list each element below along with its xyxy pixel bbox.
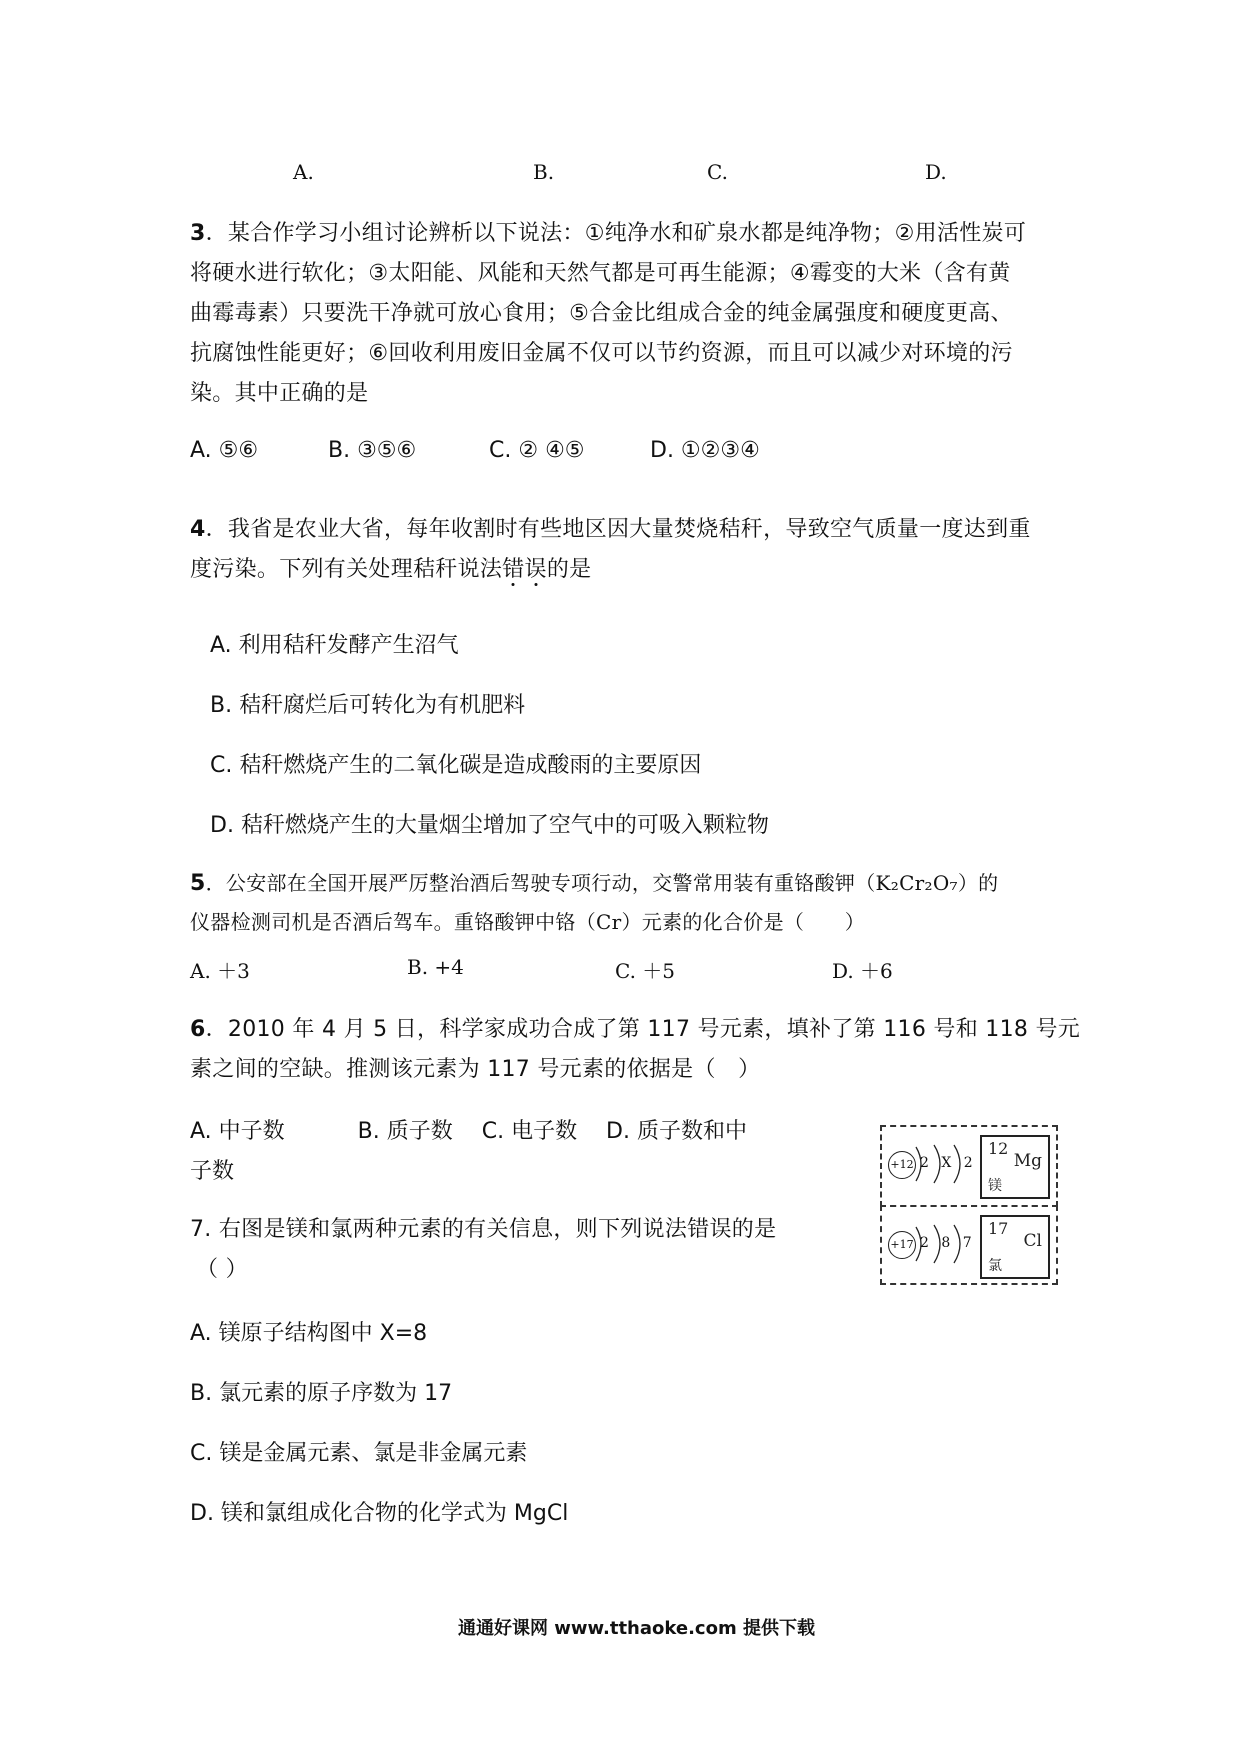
mg-name: 镁 — [988, 1178, 1002, 1194]
q4-option-a: A. 利用秸秆发酵产生沼气 — [210, 633, 459, 658]
footer-text: 通通好课网 www.tthaoke.com 提供下载 — [458, 1618, 815, 1639]
top-option-c: C. — [707, 160, 728, 184]
q3-line-1: 3．某合作学习小组讨论辨析以下说法：①纯净水和矿泉水都是纯净物；②用活性炭可 — [190, 221, 1027, 246]
q6-line-1: 6．2010 年 4 月 5 日，科学家成功合成了第 117 号元素，填补了第 116 号和 118 号元 — [190, 1017, 1081, 1042]
top-option-a: A. — [293, 160, 314, 184]
top-option-d: D. — [925, 160, 947, 184]
mg-info-box — [880, 1125, 1058, 1207]
q4-number: 4 — [190, 517, 206, 542]
q3-line-4: 抗腐蚀性能更好；⑥回收利用废旧金属不仅可以节约资源，而且可以减少对环境的污 — [190, 341, 1013, 366]
q7-line-2: （ ） — [196, 1257, 248, 1282]
q6-options: A. 中子数 B. 质子数 C. 电子数 D. 质子数和中 — [190, 1119, 747, 1144]
emphasis-char: 误 — [524, 557, 547, 582]
q3-option-c: C. ② ④⑤ — [489, 438, 585, 463]
q3-line-3: 曲霉毒素）只要洗干净就可放心食用；⑤合金比组成合金的纯金属强度和硬度更高、 — [190, 301, 1013, 326]
mg-nucleus: +12 — [888, 1151, 916, 1179]
q4-line-2: 度污染。下列有关处理秸秆说法错误的是 — [190, 557, 592, 582]
cl-shells: 2 8 7 — [920, 1235, 976, 1251]
q5-line-2: 仪器检测司机是否酒后驾车。重铬酸钾中铬（Cr）元素的化合价是（ ） — [190, 910, 866, 934]
cl-atomic-number: 17 — [988, 1219, 1009, 1238]
q4-option-c: C. 秸秆燃烧产生的二氧化碳是造成酸雨的主要原因 — [210, 753, 702, 778]
mg-element-card — [980, 1135, 1050, 1199]
q6-options-wrap: 子数 — [190, 1159, 235, 1184]
q3-option-b: B. ③⑤⑥ — [328, 438, 417, 463]
q6-number: 6 — [190, 1017, 206, 1042]
q5-option-d: D. ＋6 — [832, 959, 893, 983]
q3-line-2: 将硬水进行软化；③太阳能、风能和天然气都是可再生能源；④霉变的大米（含有黄 — [190, 261, 1011, 286]
element-info-figure — [880, 1125, 1058, 1283]
q5-line-1: 5．公安部在全国开展严厉整治酒后驾驶专项行动，交警常用装有重铬酸钾（K₂Cr₂O₇）的 — [190, 871, 999, 896]
mg-symbol: Mg — [1013, 1151, 1042, 1171]
q3-line-5: 染。其中正确的是 — [190, 381, 369, 406]
q7-option-c: C. 镁是金属元素、氯是非金属元素 — [190, 1441, 528, 1466]
mg-shells: 2 X 2 — [920, 1155, 977, 1171]
q5-option-c: C. ＋5 — [615, 959, 676, 983]
q6-line-2: 素之间的空缺。推测该元素为 117 号元素的依据是（ ） — [190, 1057, 761, 1082]
q7-line-1: 7. 右图是镁和氯两种元素的有关信息，则下列说法错误的是 — [190, 1217, 777, 1242]
cl-info-box — [880, 1205, 1058, 1285]
cl-element-card — [980, 1215, 1050, 1279]
q4-option-b: B. 秸秆腐烂后可转化为有机肥料 — [210, 693, 526, 718]
q3-option-a: A. ⑤⑥ — [190, 438, 259, 463]
q5-number: 5 — [190, 871, 206, 896]
q7-option-b: B. 氯元素的原子序数为 17 — [190, 1381, 453, 1406]
mg-atomic-number: 12 — [988, 1139, 1009, 1158]
q5-option-a: A. ＋3 — [190, 959, 250, 983]
q7-option-a: A. 镁原子结构图中 X=8 — [190, 1321, 428, 1346]
q7-option-d: D. 镁和氯组成化合物的化学式为 MgCl — [190, 1501, 569, 1526]
q4-line-1: 4．我省是农业大省，每年收割时有些地区因大量焚烧秸秆，导致空气质量一度达到重 — [190, 517, 1031, 542]
emphasis-char: 错 — [502, 557, 525, 582]
cl-nucleus: +17 — [888, 1231, 916, 1259]
cl-name: 氯 — [988, 1258, 1002, 1274]
q5-option-b: B. +4 — [407, 955, 464, 979]
top-option-b: B. — [533, 160, 555, 184]
cl-symbol: Cl — [1023, 1231, 1042, 1251]
q3-number: 3 — [190, 221, 206, 246]
q4-option-d: D. 秸秆燃烧产生的大量烟尘增加了空气中的可吸入颗粒物 — [210, 813, 769, 838]
q3-option-d: D. ①②③④ — [650, 438, 760, 463]
